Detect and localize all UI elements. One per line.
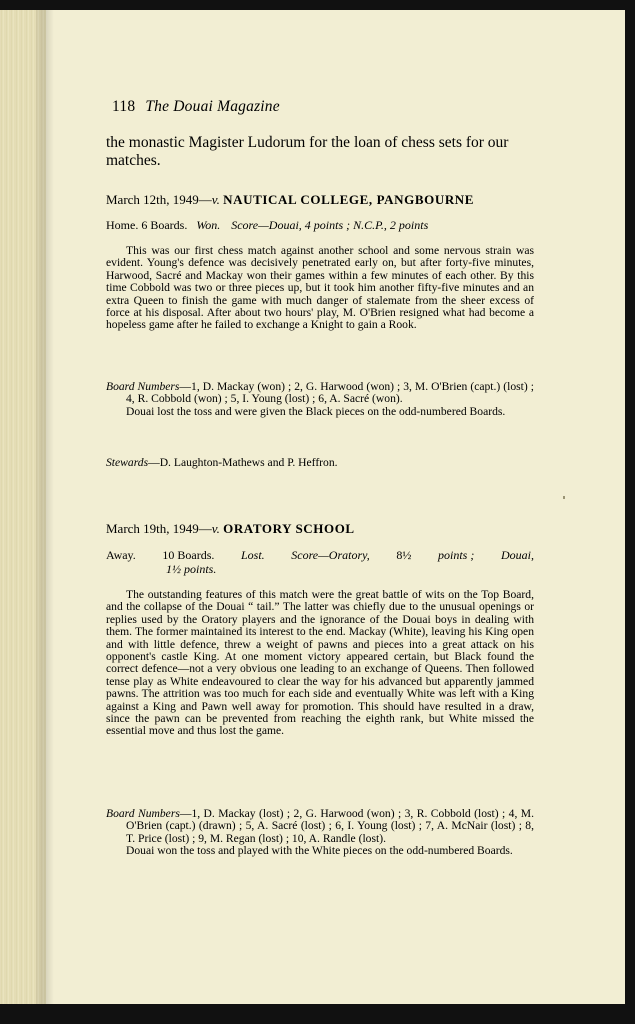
match1-board-list [106,381,534,406]
ink-speck [563,496,565,499]
match1-meta [106,218,534,233]
match1-date: March 12th, 1949— [106,192,212,207]
match2-result: Lost. [240,548,265,562]
lead-paragraph: the monastic Magister Ludorum for the loan of chess sets for our matches. [106,134,509,169]
match2-venue: ORATORY SCHOOL [223,521,355,536]
match1-report: This was our first chess match against another school and some nervous strain was evident. Young's defence was decisively penetrated early on, but after forty-five minutes, Harwood, Sacré and Mackay won their games within a few minutes of each other. By this time Cobbold was two or three pieces up, but it took him another fifty-five minutes and an extra Queen to finish the game with much danger of stalemate from the sheer excess of force at his disposal. After about two hours' play, M. O'Brien resigned what had become a hopeless game after he failed to exchange a Knight to gain a Rook. [106,244,534,332]
magazine-title: The Douai Magazine [145,98,280,115]
match1-location: Home. [106,218,139,232]
match1-boards: 6 Boards. [141,218,188,232]
match2-location: Away. [106,548,136,562]
spine-shadow [36,10,54,1004]
match2-douai-points: 1½ points. [166,562,217,576]
match2-oratory-points: 8½ [396,548,412,562]
running-header [112,98,280,116]
match2-v: v. [211,521,220,536]
match1-v: v. [211,192,220,207]
match2-meta [106,548,534,576]
match1-board-label: Board Numbers [106,380,180,393]
match2-heading [106,521,534,537]
match2-points-word: points ; [438,548,475,562]
match1-result: Won. [196,218,221,232]
stewards-label: Stewards [106,456,149,469]
match1-board-section [106,381,534,418]
match2-date: March 19th, 1949— [106,521,212,536]
match2-douai-label: Douai, [500,548,534,562]
match1-score: Score—Douai, 4 points ; N.C.P., 2 points [231,218,429,232]
match2-board-list [106,808,534,845]
page-number: 118 [112,98,136,115]
match2-toss: Douai won the toss and played with the White pieces on the odd-numbered Boards. [126,844,513,858]
match2-meta-line1 [106,548,534,562]
match1-venue: NAUTICAL COLLEGE, PANGBOURNE [223,192,475,207]
match1-heading [106,192,534,208]
match2-boards: 10 Boards. [162,548,215,562]
match2-board-label: Board Numbers [106,807,180,820]
stewards-names: —D. Laughton-Mathews and P. Heffron. [148,456,338,469]
match2-score-label: Score—Oratory, [291,548,370,562]
match2-board-entries: —1, D. Mackay (lost) ; 2, G. Harwood (won) ; 3, R. Cobbold (lost) ; 4, M. O'Brien (capt.) (drawn) ; 5, A. Sacré (lost) ; 6, I. Young (lost) ; 7, A. McNair (lost) ; 8, T. Price (lost) ; 9, M. Regan (lost) ; 10, A. Randle (lost). [126,807,534,845]
match2-board-section [106,808,534,858]
match1-toss: Douai lost the toss and were given the Black pieces on the odd-numbered Boards. [126,404,506,418]
stewards-line [106,456,534,469]
match1-board-entries: —1, D. Mackay (won) ; 2, G. Harwood (won) ; 3, M. O'Brien (capt.) (lost) ; 4, R. Cobbold (won) ; 5, I. Young (lost) ; 6, A. Sacré (won). [126,380,534,406]
match2-report: The outstanding features of this match were the great battle of wits on the Top Board, and the collapse of the Douai “ tail.” The latter was chiefly due to the unusual openings or replies used by the Oratory players and the ignorance of the Douai boys in dealing with them. The former maintained its interest to the end. Mackay (White), leaving his King open and with little defence, threw a weight of pawns and pieces into a great attack on his opponent's castle King. At one moment victory appeared certain, but Black found the correct defence—not a very obvious one leading to an exchange of Queens. Then followed tense play as White endeavoured to clear the way for his advanced but apparently jammed pawns. The attrition was too much for each side and eventually White was left with a King against a King and Pawn well away for promotion. This should have resulted in a draw, since the pawn can be prevented from reaching the eighth rank, but White missed the essential move and thus lost the game. [106,588,534,738]
